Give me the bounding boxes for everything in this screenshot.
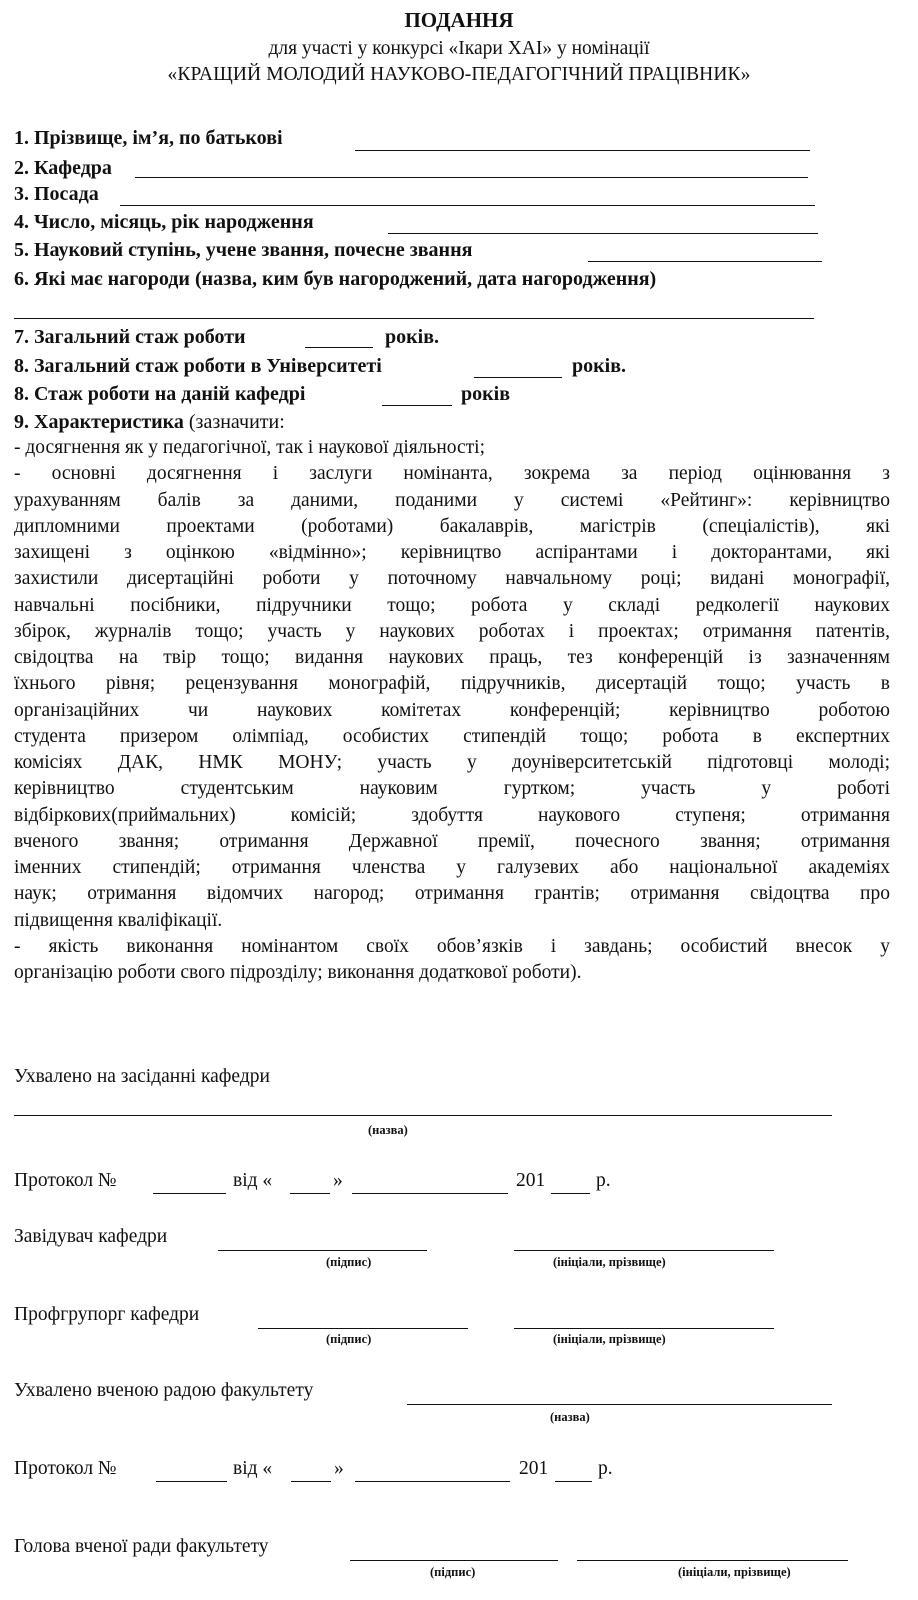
protocol-quote-close: » [333,1170,343,1191]
characteristic-line: навчальні посібники, підручники тощо; робота у складі редколегії наукових [14,594,890,616]
head-name-line[interactable] [514,1250,774,1251]
field-awards-line[interactable] [14,318,814,319]
dept-approval-label: Ухвалено на засіданні кафедри [14,1066,270,1087]
characteristic-line: комісіях ДАК, НМК МОНУ; участь у доуніверситетській підготовці молоді; [14,752,890,773]
characteristic-line: відбіркових(приймальних) комісій; здобуття наукового ступеня; отримання [14,804,890,826]
dept-name-line[interactable] [14,1115,832,1116]
head-signature-caption: (підпис) [326,1255,372,1269]
protocol2-day-line[interactable] [291,1481,331,1482]
council-head-initials-caption: (ініціали, прізвище) [678,1565,791,1579]
field-total-experience-line[interactable] [305,347,373,348]
field-university-experience-label: 8. Загальний стаж роботи в Університеті [14,355,382,377]
field-department-line[interactable] [135,177,808,178]
protocol-label: Протокол № [14,1170,117,1191]
characteristic-line: збірок, журналів тощо; участь у наукових роботах і проектах; отримання патентів, [14,620,890,642]
faculty-name-line[interactable] [407,1404,832,1405]
characteristic-line: захищені з оцінкою «відмінно»; керівництво аспірантами і докторантами, які [14,542,890,563]
protocol-year-line[interactable] [551,1193,590,1194]
characteristic-line: - основні досягнення і заслуги номінанта, зокрема за період оцінювання з [14,463,890,485]
field-full-name-label: 1. Прізвище, ім’я, по батькові [14,127,283,149]
field-characteristic-label: 9. Характеристика [14,411,184,433]
field-birth-date-line[interactable] [388,233,818,234]
characteristic-line: наук; отримання відомчих нагород; отримання грантів; отримання свідоцтва про [14,883,890,905]
field-awards-label: 6. Які має нагороди (назва, ким був нагороджений, дата нагородження) [14,268,657,290]
council-head-signature-caption: (підпис) [430,1565,476,1579]
characteristic-line: підвищення кваліфікації. [14,909,223,931]
protocol2-year-line[interactable] [555,1481,592,1482]
council-head-name-line[interactable] [577,1560,848,1561]
document-subtitle: для участі у конкурсі «Ікари ХАІ» у номінації [268,38,650,59]
union-label: Профгрупорг кафедри [14,1304,200,1325]
characteristic-line: урахуванням балів за даними, поданими у системі «Рейтинг»: керівництво [14,489,890,511]
characteristic-line: - досягнення як у педагогічної, так і наукової діяльності; [14,437,486,458]
protocol2-year-prefix: 201 [519,1458,549,1479]
protocol2-number-line[interactable] [156,1481,227,1482]
characteristic-line: іменних стипендій; отримання членства у галузевих або національної академіях [14,857,890,878]
characteristic-line: - якість виконання номінантом своїх обов’язків і завдань; особистий внесок у [14,935,890,957]
field-university-experience-suffix: років. [572,355,627,377]
field-university-experience-line[interactable] [474,377,562,378]
union-name-line[interactable] [514,1328,774,1329]
council-head-label: Голова вченої ради факультету [14,1536,269,1557]
union-signature-caption: (підпис) [326,1332,372,1346]
field-total-experience [14,326,246,349]
protocol2-from-label: від « [233,1458,273,1479]
protocol2-label: Протокол № [14,1458,117,1479]
field-degree-label: 5. Науковий ступінь, учене звання, почесне звання [14,239,473,261]
union-signature-line[interactable] [258,1328,468,1329]
protocol-number-line[interactable] [153,1193,226,1194]
characteristic-line: вченого звання; отримання Державної премії, почесного звання; отримання [14,830,890,852]
protocol-year-prefix: 201 [516,1170,546,1191]
dept-name-caption: (назва) [368,1123,408,1137]
field-birth-date-label: 4. Число, місяць, рік народження [14,211,314,233]
field-total-experience-label: 7. Загальний стаж роботи [14,326,246,348]
faculty-approval-label: Ухвалено вченою радою факультету [14,1380,314,1401]
field-department-experience-label: 8. Стаж роботи на даній кафедрі [14,383,306,405]
protocol-month-line[interactable] [352,1193,508,1194]
field-department-experience-suffix: років [461,383,511,405]
protocol-from-label: від « [233,1170,273,1191]
field-full-name-line[interactable] [355,150,810,151]
field-total-experience-suffix: років. [385,326,440,348]
field-characteristic-note: (зазначити: [183,411,285,433]
field-position-label: 3. Посада [14,183,99,205]
characteristic-line: студента призером олімпіад, особистих стипендій тощо; робота в експертних [14,725,890,747]
head-signature-line[interactable] [218,1250,427,1251]
protocol2-quote-close: » [334,1458,344,1479]
nomination-title: «КРАЩИЙ МОЛОДИЙ НАУКОВО-ПЕДАГОГІЧНИЙ ПРАЦІВНИК» [167,64,751,85]
protocol2-month-line[interactable] [355,1481,510,1482]
field-department-label: 2. Кафедра [14,157,112,179]
protocol-year-suffix: р. [596,1170,611,1191]
protocol2-year-suffix: р. [598,1458,613,1479]
field-characteristic [14,411,285,434]
characteristic-line: захистили дисертаційні роботи у поточному навчальному році; видані монографії, [14,568,890,590]
characteristic-line: дипломними проектами (роботами) бакалаврів, магістрів (спеціалістів), які [14,515,890,537]
head-label: Завідувач кафедри [14,1226,168,1247]
council-head-signature-line[interactable] [350,1560,558,1561]
faculty-name-caption: (назва) [550,1410,590,1424]
field-department-experience-line[interactable] [382,405,452,406]
document-title: ПОДАННЯ [404,8,514,32]
protocol-day-line[interactable] [290,1193,330,1194]
union-initials-caption: (ініціали, прізвище) [553,1332,666,1346]
characteristic-line: їхнього рівня; рецензування монографій, підручників, дисертацій тощо; участь в [14,673,890,695]
field-degree-line[interactable] [588,261,822,262]
head-initials-caption: (ініціали, прізвище) [553,1255,666,1269]
characteristic-line: керівництво студентським науковим гуртком; участь у роботі [14,778,890,800]
characteristic-line: організаційних чи наукових комітетах конференцій; керівництво роботою [14,699,890,721]
field-position-line[interactable] [120,205,815,206]
characteristic-line: організацію роботи свого підрозділу; виконання додаткової роботи). [14,962,582,983]
characteristic-line: свідоцтва на твір тощо; видання наукових праць, тез конференцій із зазначенням [14,647,890,668]
